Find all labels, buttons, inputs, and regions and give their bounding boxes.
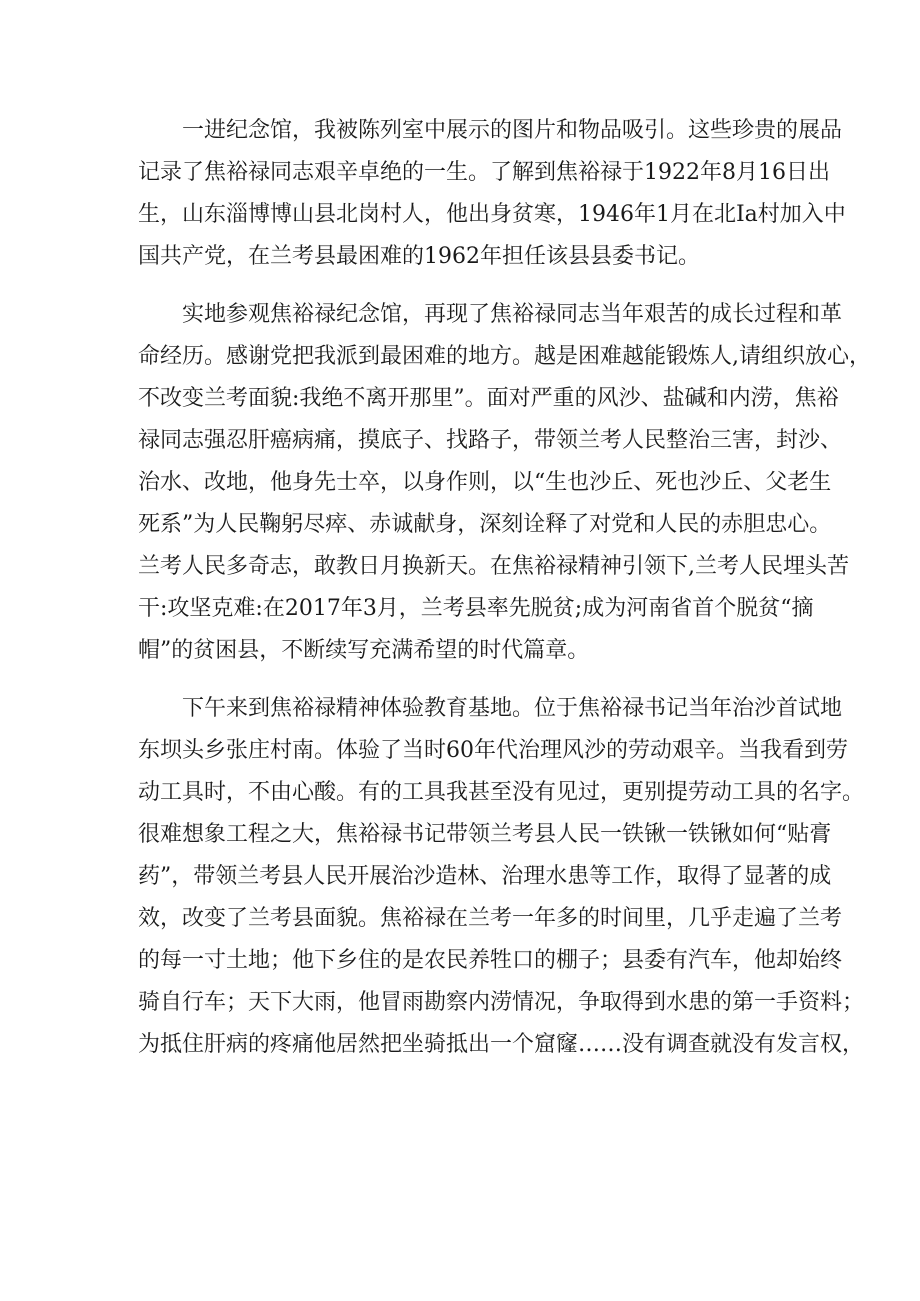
text-line: 为抵住肝病的疼痛他居然把坐骑抵出一个窟窿……没有调查就没有发言权，	[138, 1032, 865, 1057]
text-line: 命经历。感谢党把我派到最困难的地方。越是困难越能锻炼人,请组织放心，	[138, 344, 871, 369]
text-line: 干:攻坚克难:在2017年3月，兰考县率先脱贫;成为河南省首个脱贫“摘	[138, 596, 814, 621]
text-line: 一进纪念馆，我被陈列室中展示的图片和物品吸引。这些珍贵的展品	[182, 118, 843, 143]
text-line: 实地参观焦裕禄纪念馆，再现了焦裕禄同志当年艰苦的成长过程和革	[182, 302, 843, 327]
text-line: 药”，带领兰考县人民开展治沙造林、治理水患等工作，取得了显著的成	[138, 864, 832, 889]
text-line: 死系”为人民鞠躬尽瘁、赤诚献身，深刻诠释了对党和人民的赤胆忠心。	[138, 512, 832, 537]
text-line: 不改变兰考面貌:我绝不离开那里”。面对严重的风沙、盐碱和内涝，焦裕	[138, 386, 839, 411]
text-line: 骑自行车；天下大雨，他冒雨勘察内涝情况，争取得到水患的第一手资料；	[138, 990, 865, 1015]
text-line: 下午来到焦裕禄精神体验教育基地。位于焦裕禄书记当年治沙首试地	[182, 696, 843, 721]
paragraph-3	[138, 688, 865, 1066]
paragraph-2	[138, 294, 871, 672]
text-line: 很难想象工程之大，焦裕禄书记带领兰考县人民一铁锹一铁锹如何“贴膏	[138, 822, 832, 847]
text-line: 动工具时，不由心酸。有的工具我甚至没有见过，更别提劳动工具的名字。	[138, 780, 865, 805]
text-line: 帽”的贫困县，不断续写充满希望的时代篇章。	[138, 638, 590, 663]
document-body	[138, 110, 871, 1082]
text-line: 东坝头乡张庄村南。体验了当时60年代治理风沙的劳动艰辛。当我看到劳	[138, 738, 848, 763]
text-line: 的每一寸土地；他下乡住的是农民养牲口的棚子；县委有汽车，他却始终	[138, 948, 843, 973]
text-line: 记录了焦裕禄同志艰辛卓绝的一生。了解到焦裕禄于1922年8月16日出	[138, 160, 830, 185]
text-line: 效，改变了兰考县面貌。焦裕禄在兰考一年多的时间里，几乎走遍了兰考	[138, 906, 843, 931]
text-line: 国共产党，在兰考县最困难的1962年担任该县县委书记。	[138, 244, 700, 269]
text-line: 禄同志强忍肝癌病痛，摸底子、找路子，带领兰考人民整治三害，封沙、	[138, 428, 843, 453]
text-line: 兰考人民多奇志，敢教日月换新天。在焦裕禄精神引领下,兰考人民埋头苦	[138, 554, 849, 579]
text-line: 生，山东淄博博山县北岗村人，他出身贫寒，1946年1月在北Ia村加入中	[138, 202, 846, 227]
paragraph-1	[138, 110, 846, 278]
text-line: 治水、改地，他身先士卒，以身作则，以“生也沙丘、死也沙丘、父老生	[138, 470, 832, 495]
